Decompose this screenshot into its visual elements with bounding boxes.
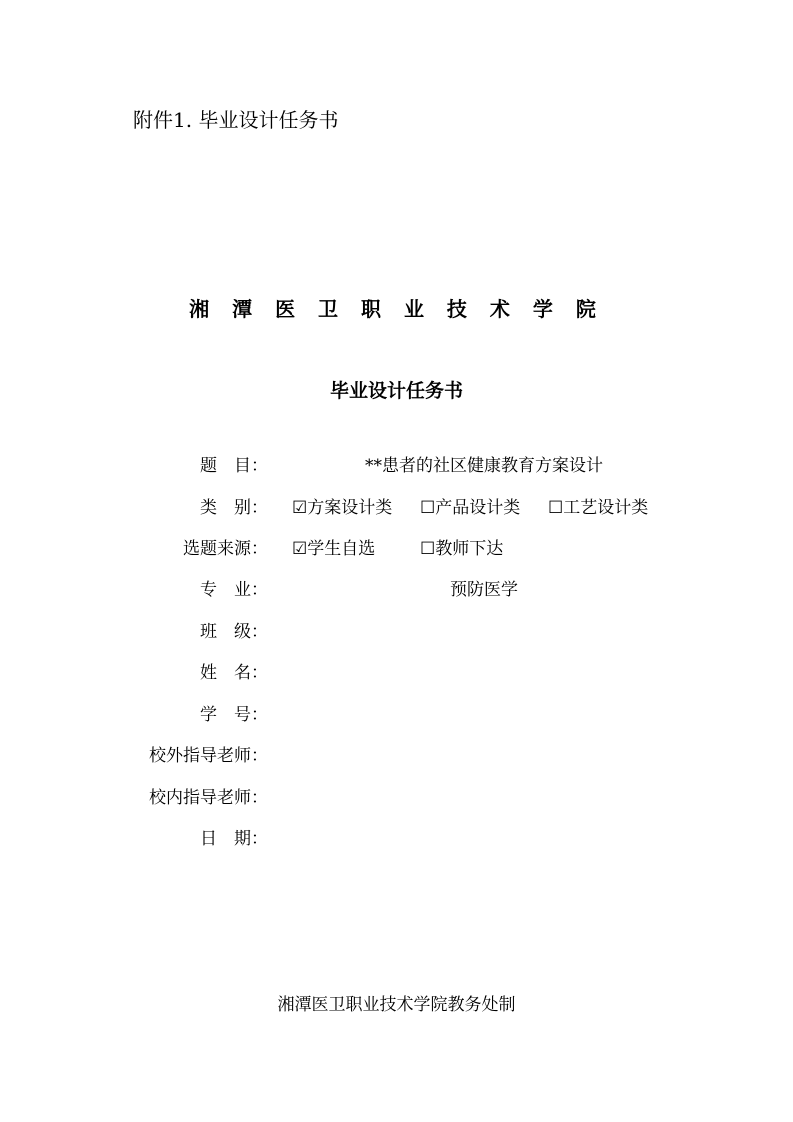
source-option-student[interactable]: ☑学生自选 [292, 539, 376, 559]
name-row [0, 660, 793, 686]
class-row [0, 619, 793, 645]
topic-value: **患者的社区健康教育方案设计 [365, 456, 603, 476]
category-option-product[interactable]: ☐产品设计类 [420, 498, 521, 518]
attachment-title: 附件1. 毕业设计任务书 [133, 108, 339, 132]
class-label: 班 级： [200, 622, 268, 642]
internal-advisor-label: 校内指导老师： [149, 788, 268, 808]
category-option-process[interactable]: ☐工艺设计类 [548, 498, 649, 518]
category-option-plan[interactable]: ☑方案设计类 [292, 498, 393, 518]
source-label: 选题来源： [183, 539, 268, 559]
issuer-footer: 湘潭医卫职业技术学院教务处制 [277, 995, 516, 1015]
school-name: 湘 潭 医 卫 职 业 技 术 学 院 [189, 297, 604, 321]
topic-row [0, 453, 793, 479]
category-label: 类 别： [200, 498, 268, 518]
source-option-teacher[interactable]: ☐教师下达 [420, 539, 504, 559]
major-row [0, 577, 793, 603]
source-row [0, 536, 793, 562]
student-id-row [0, 702, 793, 728]
student-id-label: 学 号： [200, 705, 268, 725]
external-advisor-label: 校外指导老师： [149, 746, 268, 766]
major-value: 预防医学 [450, 580, 518, 600]
category-row [0, 495, 793, 521]
name-label: 姓 名： [200, 663, 268, 683]
internal-advisor-row [0, 785, 793, 811]
topic-label: 题 目： [200, 456, 268, 476]
document-title: 毕业设计任务书 [329, 380, 463, 402]
external-advisor-row [0, 743, 793, 769]
date-label: 日 期： [200, 829, 268, 849]
date-row [0, 826, 793, 852]
major-label: 专 业： [200, 580, 268, 600]
